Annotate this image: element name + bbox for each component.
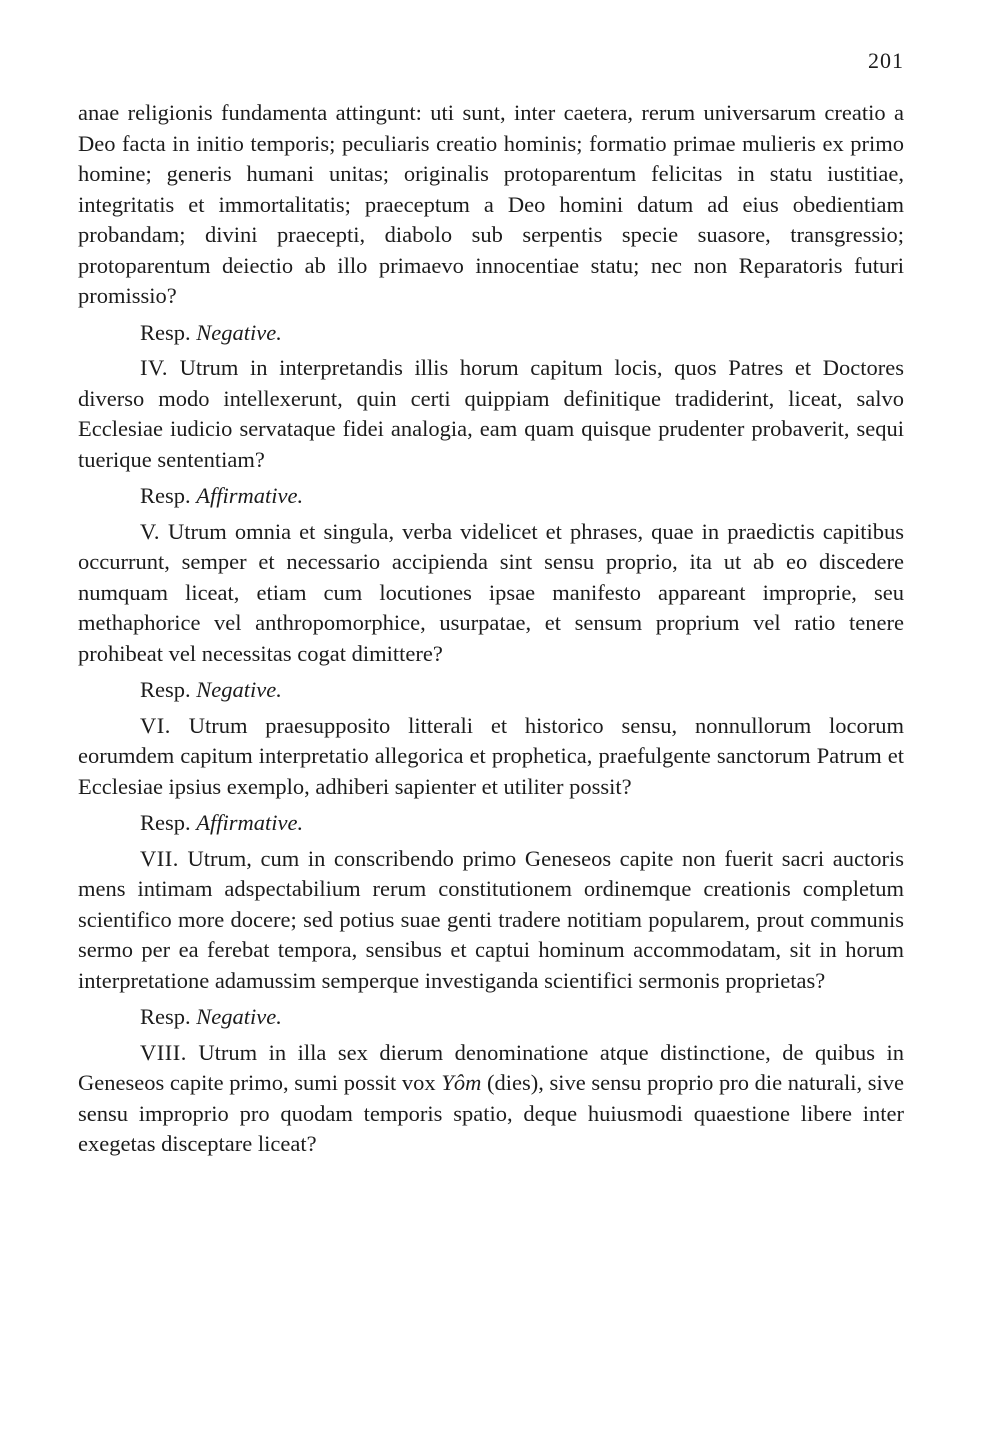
page-number: 201 xyxy=(868,48,904,73)
question-number: VIII. xyxy=(140,1039,187,1065)
question-4 xyxy=(78,353,904,475)
response-answer: Negative. xyxy=(196,1004,282,1029)
body-text xyxy=(78,98,904,1160)
response-answer: Affirmative. xyxy=(196,483,304,508)
response-6 xyxy=(78,808,904,839)
question-7 xyxy=(78,844,904,997)
question-number: VII. xyxy=(140,845,179,871)
response-answer: Negative. xyxy=(196,319,282,345)
response-5 xyxy=(78,675,904,706)
question-text-after: (dies), sive sensu proprio pro die naturali, sive sensu improprio pro quodam temporis spatio, deque huiusmodi quaestione libere inter exegetas disceptare liceat? xyxy=(78,1070,905,1156)
response-4 xyxy=(78,481,904,512)
question-number: V. xyxy=(140,518,160,544)
response-label: Resp. xyxy=(140,319,191,345)
question-number: IV. xyxy=(140,355,168,380)
response-7 xyxy=(78,1002,904,1033)
question-6 xyxy=(78,711,904,803)
hebrew-term: Yôm xyxy=(441,1070,482,1095)
response-answer: Negative. xyxy=(196,677,282,702)
question-text: Utrum omnia et singula, verba videlicet et phrases, quae in praedictis capitibus occurrunt, semper et necessario accipienda sint sensu proprio, ita ut ab eo discedere numquam liceat, etiam cum locutiones ipsae manifesto appareant improprie, seu methaphorice vel anthropomorphice, usurpatae, et sensum proprium vel ratio tenere prohibeat vel necessitas cogat dimittere? xyxy=(78,518,904,666)
question-text-before: Utrum in illa sex dierum denominatione atque distinctione, de quibus in Geneseos capite primo, sumi possit vox xyxy=(78,1039,904,1095)
response-label: Resp. xyxy=(140,810,191,835)
question-text: Utrum in interpretandis illis horum capitum locis, quos Patres et Doctores diverso modo intellexerunt, quin certi quippiam definitique tradiderint, liceat, salvo Ecclesiae iudicio servataque fidei analogia, eam quam quisque prudenter probaverit, sequi tuerique sententiam? xyxy=(78,355,904,472)
response-label: Resp. xyxy=(140,1004,191,1029)
question-8 xyxy=(78,1038,904,1160)
question-5 xyxy=(78,517,904,670)
response-3 xyxy=(78,318,904,349)
response-answer: Affirmative. xyxy=(196,810,304,835)
question-number: VI. xyxy=(140,712,171,738)
question-text: Utrum praesupposito litterali et historico sensu, nonnullorum locorum eorumdem capitum interpretatio allegorica et prophetica, praefulgente sanctorum Patrum et Ecclesiae ipsius exemplo, adhiberi sapienter et utiliter possit? xyxy=(78,712,904,799)
intro-paragraph: anae religionis fundamenta attingunt: uti sunt, inter caetera, rerum universarum creatio a Deo facta in initio temporis; peculiaris creatio hominis; formatio primae mulieris ex primo homine; generis humani unitas; originalis protoparentum felicitas in statu iustitiae, integritatis et immortalitatis; praeceptum a Deo homini datum ad eius obedientiam probandam; divini praecepti, diabolo sub serpentis specie suasore, transgressio; protoparentum deiectio ab illo primaevo innocentiae statu; nec non Reparatoris futuri promissio? xyxy=(78,100,904,308)
question-text: Utrum, cum in conscribendo primo Geneseos capite non fuerit sacri auctoris mens intimam adspectabilium rerum constitutionem ordinemque creationis completum scientifico more docere; sed potius suae genti tradere notitiam popularem, prout communis sermo per ea ferebat tempora, sensibus et captui hominum accommodatam, sit in horum interpretatione adamussim semperque investiganda scientifici sermonis proprietas? xyxy=(78,845,905,993)
response-label: Resp. xyxy=(140,483,191,508)
response-label: Resp. xyxy=(140,677,191,702)
